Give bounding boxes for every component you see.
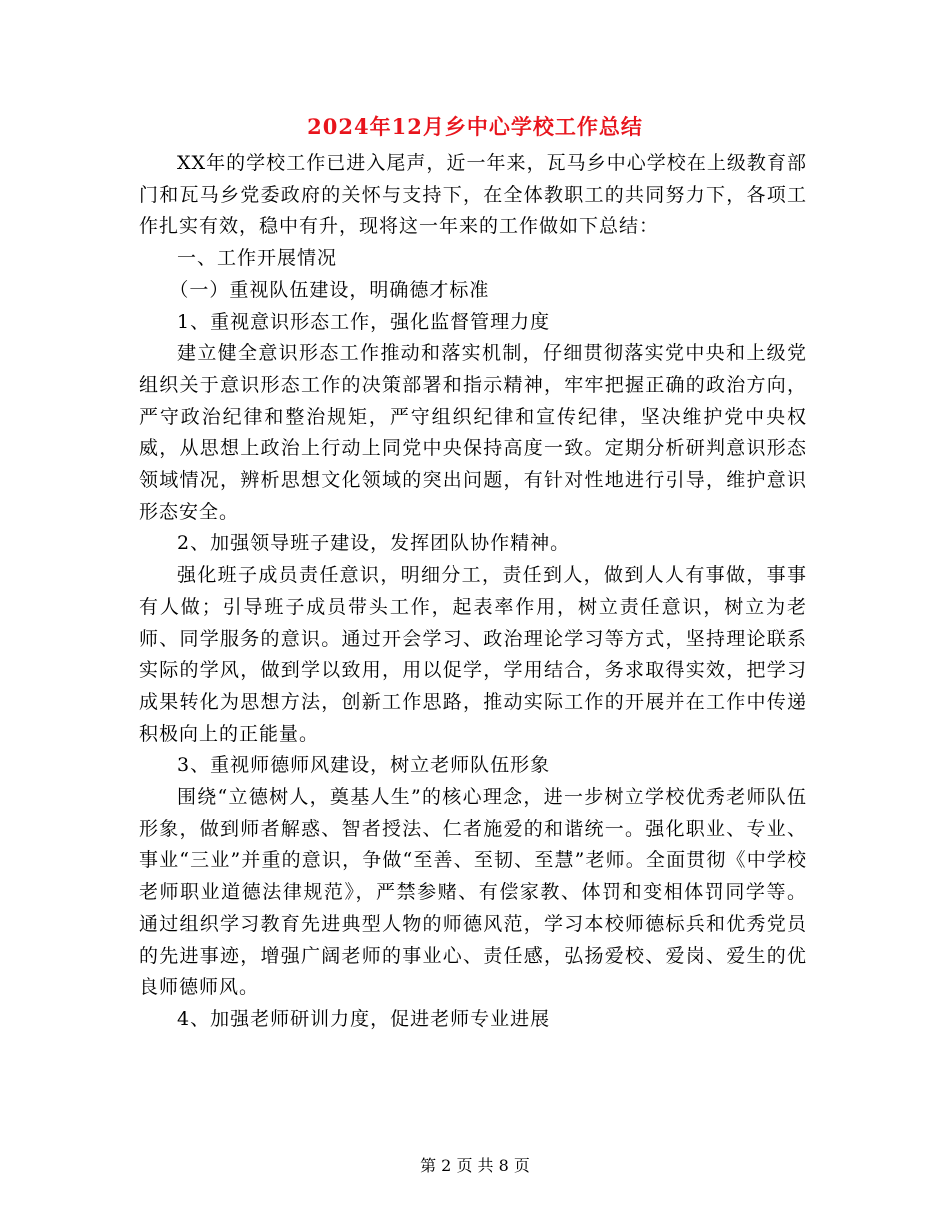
page-number-footer: 第 2 页 共 8 页 — [420, 1156, 530, 1175]
intro-paragraph: XX年的学校工作已进入尾声，近一年来，瓦马乡中心学校在上级教育部门和瓦马乡党委政府的关怀与支持下，在全体教职工的共同努力下，各项工作扎实有效，稳中有升，现将这一年来的工作做如下总结： — [139, 152, 807, 238]
body-paragraph: 建立健全意识形态工作推动和落实机制，仔细贯彻落实党中央和上级党组织关于意识形态工作的决策部署和指示精神，牢牢把握正确的政治方向，严守政治纪律和整治规矩，严守组织纪律和宣传纪律，坚决维护党中央权威，从思想上政治上行动上同党中央保持高度一致。定期分析研判意识形态领域情况，辨析思想文化领域的突出问题，有针对性地进行引导，维护意识形态安全。 — [139, 342, 807, 523]
document-body — [139, 148, 807, 1036]
subsection-heading: （一）重视队伍建设，明确德才标准 — [169, 278, 490, 301]
item-heading: 1、重视意识形态工作，强化监督管理力度 — [177, 310, 551, 333]
document-title: 2024年12月乡中心学校工作总结 — [307, 114, 643, 139]
item-heading: 4、加强老师研训力度，促进老师专业进展 — [177, 1007, 551, 1030]
body-paragraph: 强化班子成员责任意识，明细分工，责任到人，做到人人有事做，事事有人做；引导班子成员带头工作，起表率作用，树立责任意识，树立为老师、同学服务的意识。通过开会学习、政治理论学习等方式，坚持理论联系实际的学风，做到学以致用，用以促学，学用结合，务求取得实效，把学习成果转化为思想方法，创新工作思路，推动实际工作的开展并在工作中传递积极向上的正能量。 — [139, 564, 807, 745]
item-heading: 2、加强领导班子建设，发挥团队协作精神。 — [177, 532, 571, 555]
body-paragraph: 围绕“立德树人，奠基人生”的核心理念，进一步树立学校优秀老师队伍形象，做到师者解惑、智者授法、仁者施爱的和谐统一。强化职业、专业、事业“三业”并重的意识，争做“至善、至韧、至慧”老师。全面贯彻《中学校老师职业道德法律规范》，严禁参赌、有偿家教、体罚和变相体罚同学等。通过组织学习教育先进典型人物的师德风范，学习本校师德标兵和优秀党员的先进事迹，增强广阔老师的事业心、责任感，弘扬爱校、爱岗、爱生的优良师德师风。 — [139, 786, 807, 999]
section-heading: 一、工作开展情况 — [177, 247, 338, 270]
item-heading: 3、重视师德师风建设，树立老师队伍形象 — [177, 754, 551, 777]
